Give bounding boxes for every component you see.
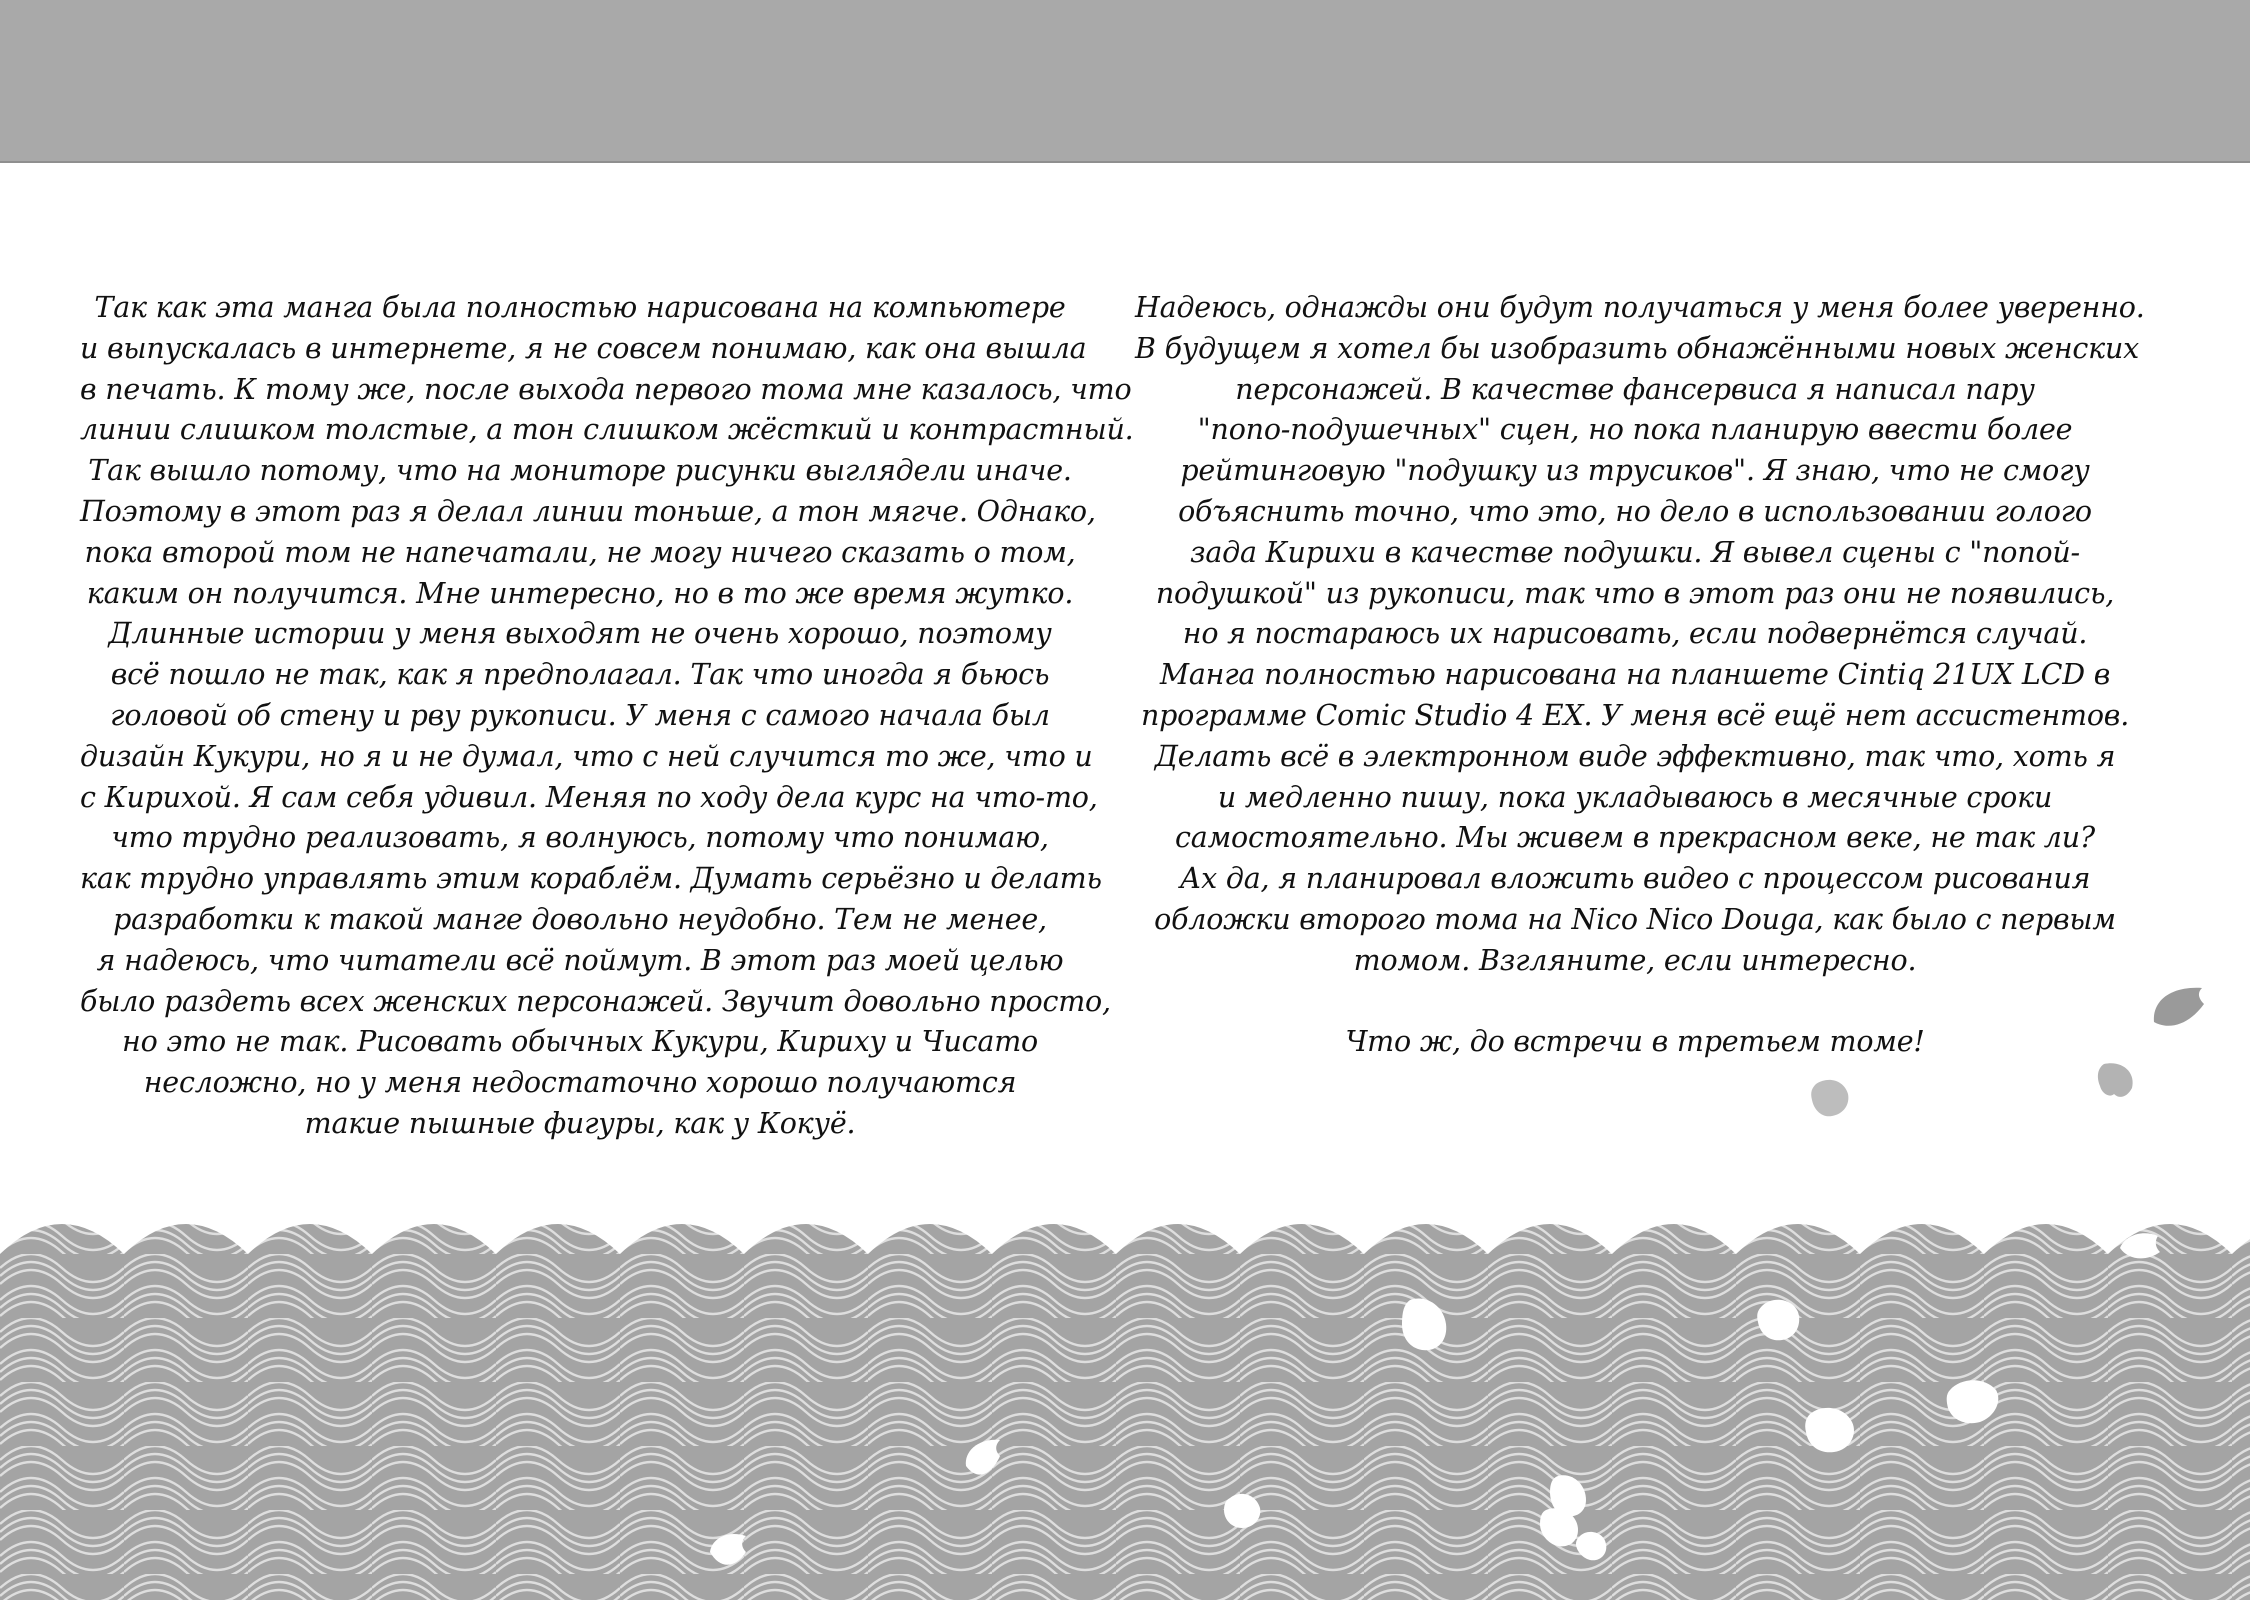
text-line: как трудно управлять этим кораблём. Думать серьёзно и делать [80, 862, 1102, 896]
text-line: но это не так. Рисовать обычных Кукури, Кириху и Чисато [122, 1025, 1038, 1059]
text-line: Поэтому в этот раз я делал линии тоньше, а тон мягче. Однако, [80, 494, 1096, 528]
text-line: Так вышло потому, что на мониторе рисунки выглядели иначе. [88, 454, 1072, 488]
text-line: Так как эта манга была полностью нарисована на компьютере [94, 291, 1066, 324]
text-line: подушкой" из рукописи, так что в этот раз они не появились, [1155, 576, 2115, 610]
afterword-right-column [1135, 288, 2145, 1063]
petal [2150, 982, 2210, 1032]
text-line: я надеюсь, что читатели всё поймут. В этот раз моей целью [96, 943, 1064, 977]
text-line: Надеюсь, однажды они будут получаться у меня более уверенно. [1135, 291, 2145, 324]
paragraph-gap [1135, 982, 2135, 1023]
petal [1756, 1296, 1802, 1344]
text-line: головой об стену и рву рукописи. У меня с самого начала был [110, 698, 1050, 732]
text-line: в печать. К тому же, после выхода первого тома мне казалось, что [80, 372, 1132, 406]
text-line: такие пышные фигуры, как у Кокуё. [304, 1106, 856, 1140]
petal [1222, 1490, 1264, 1532]
text-line: и медленно пишу, пока укладываюсь в месячные сроки [1217, 780, 2053, 814]
text-line: разработки к такой манге довольно неудобно. Тем не менее, [113, 902, 1047, 936]
petal [706, 1530, 752, 1572]
petal [2116, 1228, 2162, 1262]
text-line: В будущем я хотел бы изобразить обнажёнными новых женских [1135, 331, 2140, 365]
text-line: всё пошло не так, как я предполагал. Так что иногда я бьюсь [110, 658, 1050, 692]
text-line: обложки второго тома на Nico Nico Douga, как было с первым [1154, 902, 2116, 936]
petal [1400, 1294, 1450, 1354]
text-line: дизайн Кукури, но я и не думал, что с ней случится то же, что и [80, 739, 1093, 773]
text-line: Длинные истории у меня выходят не очень хорошо, поэтому [108, 617, 1052, 651]
petal [2096, 1060, 2138, 1100]
text-line: каким он получится. Мне интересно, но в то же время жутко. [86, 576, 1074, 610]
text-line: несложно, но у меня недостаточно хорошо получаются [143, 1066, 1017, 1100]
text-line: объяснить точно, что это, но дело в использовании голого [1178, 494, 2092, 528]
text-line: зада Кирихи в качестве подушки. Я вывел сцены с "попой- [1190, 535, 2080, 569]
text-line: программе Comic Studio 4 EX. У меня всё ещё нет ассистентов. [1140, 698, 2130, 732]
text-line: пока второй том не напечатали, не могу ничего сказать о том, [84, 535, 1076, 569]
afterword-left-column [80, 288, 1134, 1145]
top-gray-band [0, 0, 2250, 163]
text-line: линии слишком толстые, а тон слишком жёсткий и контрастный. [80, 413, 1134, 447]
text-line: и выпускалась в интернете, я не совсем понимаю, как она вышла [80, 331, 1087, 365]
wave-pattern [0, 1190, 2250, 1600]
text-line: "попо-подушечных" сцен, но пока планирую ввести более [1197, 413, 2073, 447]
petal [1944, 1376, 2002, 1426]
text-line: с Кирихой. Я сам себя удивил. Меняя по ходу дела курс на что-то, [80, 780, 1098, 814]
text-line: но я постараюсь их нарисовать, если подвернётся случай. [1182, 617, 2088, 651]
text-line: было раздеть всех женских персонажей. Звучит довольно просто, [80, 984, 1111, 1018]
text-line: Делать всё в электронном виде эффективно, так что, хоть я [1154, 739, 2116, 773]
text-line: Манга полностью нарисована на планшете Cintiq 21UX LCD в [1159, 658, 2111, 692]
text-line: томом. Взгляните, если интересно. [1353, 943, 1917, 977]
wave-body [0, 1224, 2250, 1600]
text-line: что трудно реализовать, я волнуюсь, потому что понимаю, [111, 821, 1049, 855]
text-line: самостоятельно. Мы живем в прекрасном веке, не так ли? [1175, 821, 2095, 855]
petal [1802, 1404, 1858, 1456]
text-line: рейтинговую "подушку из трусиков". Я знаю, что не смогу [1180, 454, 2090, 488]
petal [960, 1436, 1014, 1486]
petal [1810, 1076, 1852, 1120]
petal [1574, 1528, 1610, 1564]
text-line: персонажей. В качестве фансервиса я написал пару [1235, 372, 2035, 406]
text-line: Ах да, я планировал вложить видео с процессом рисования [1179, 862, 2091, 896]
closing-line: Что ж, до встречи в третьем томе! [1345, 1025, 1925, 1059]
